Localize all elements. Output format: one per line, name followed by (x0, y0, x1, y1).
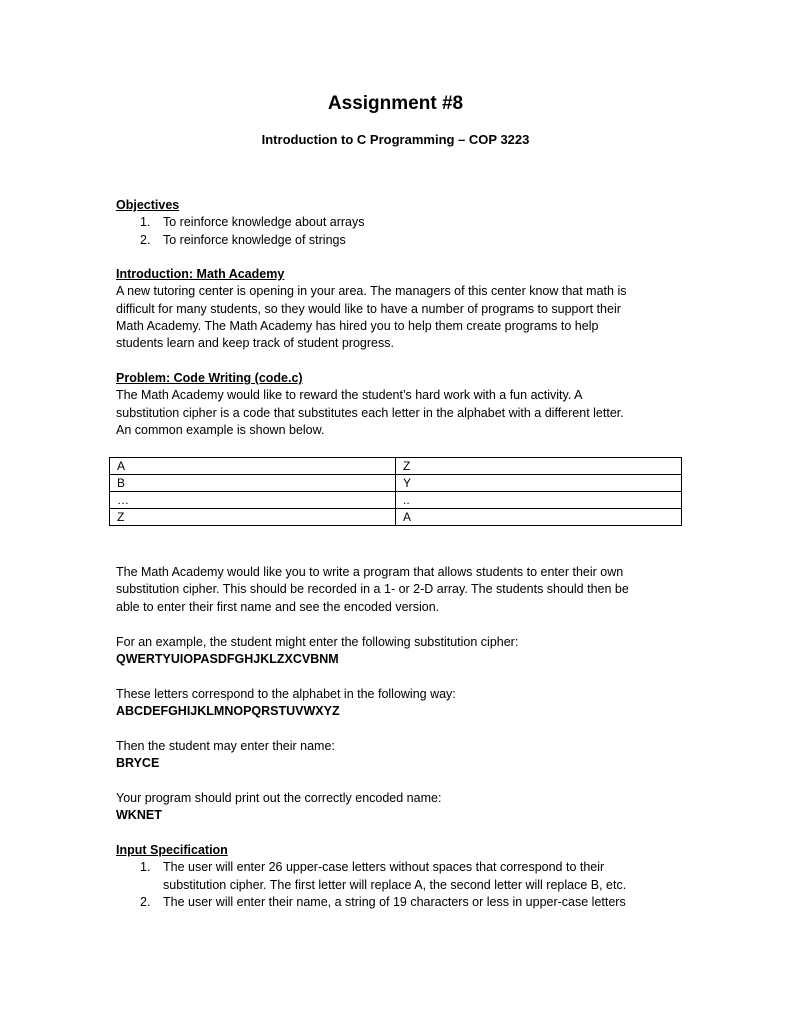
objectives-heading: Objectives (116, 198, 180, 212)
list-item (116, 232, 676, 249)
table-row (110, 458, 682, 475)
objectives-list (116, 214, 676, 249)
table-cell: Z (396, 458, 682, 475)
problem-heading: Problem: Code Writing (code.c) (116, 371, 303, 385)
list-item (116, 859, 676, 894)
list-number: 1. (140, 860, 151, 875)
input-spec-heading: Input Specification (116, 843, 228, 857)
paragraph-line: difficult for many students, so they would like to have a number of programs to support their (116, 301, 621, 316)
list-item (116, 894, 676, 911)
table-cell: A (110, 458, 396, 475)
list-text: The user will enter their name, a string of 19 characters or less in upper-case letters (163, 894, 626, 909)
paragraph-line: Math Academy. The Math Academy has hired you to help them create programs to help (116, 318, 599, 333)
page-subtitle: Introduction to C Programming – COP 3223 (261, 132, 530, 147)
input-spec-list (116, 859, 676, 911)
introduction-section (116, 266, 676, 352)
page-title: Assignment #8 (327, 93, 464, 114)
name-example (116, 738, 676, 773)
table-cell: Z (110, 509, 396, 526)
problem-section (116, 370, 676, 439)
paragraph-line: The Math Academy would like you to write a program that allows students to enter their own (116, 565, 624, 579)
list-number: 1. (140, 215, 151, 230)
list-text: To reinforce knowledge about arrays (163, 215, 365, 230)
paragraph-line: substitution cipher. This should be recorded in a 1- or 2-D array. The students should then be (116, 582, 629, 597)
table-row (110, 492, 682, 509)
example-text: These letters correspond to the alphabet in the following way: (116, 687, 456, 701)
list-number: 2. (140, 232, 151, 247)
example-value: ABCDEFGHIJKLMNOPQRSTUVWXYZ (116, 704, 340, 719)
example-value: BRYCE (116, 756, 160, 771)
output-example (116, 790, 676, 825)
table-cell: A (396, 509, 682, 526)
objectives-section (116, 197, 676, 249)
table-cell: B (110, 475, 396, 492)
paragraph-line: students learn and keep track of student progress. (116, 336, 394, 351)
cipher-example (116, 634, 676, 669)
table-row (110, 475, 682, 492)
paragraph-line: substitution cipher is a code that substitutes each letter in the alphabet with a different letter. (116, 405, 624, 420)
example-value: QWERTYUIOPASDFGHJKLZXCVBNM (116, 652, 339, 667)
example-text: For an example, the student might enter the following substitution cipher: (116, 635, 519, 649)
table-cell: Y (396, 475, 682, 492)
table-cell: … (110, 492, 396, 509)
paragraph-line: able to enter their first name and see the encoded version. (116, 599, 440, 614)
list-text: The user will enter 26 upper-case letters without spaces that correspond to their (163, 860, 605, 875)
input-spec-section (116, 842, 676, 911)
list-text: To reinforce knowledge of strings (163, 232, 346, 247)
list-text: substitution cipher. The first letter will replace A, the second letter will replace B, etc. (163, 877, 627, 892)
list-item (116, 214, 676, 231)
example-text: Your program should print out the correctly encoded name: (116, 791, 442, 805)
table-row (110, 509, 682, 526)
introduction-heading: Introduction: Math Academy (116, 267, 285, 281)
example-value: WKNET (116, 808, 162, 823)
paragraph-line: An common example is shown below. (116, 422, 325, 437)
table-cell: .. (396, 492, 682, 509)
paragraph-line: A new tutoring center is opening in your area. The managers of this center know that math is (116, 284, 627, 299)
list-number: 2. (140, 894, 151, 909)
paragraph-line: The Math Academy would like to reward the student’s hard work with a fun activity. A (116, 388, 583, 403)
example-text: Then the student may enter their name: (116, 739, 335, 753)
description-section (116, 564, 676, 616)
cipher-table (109, 457, 682, 526)
alphabet-example (116, 686, 676, 721)
